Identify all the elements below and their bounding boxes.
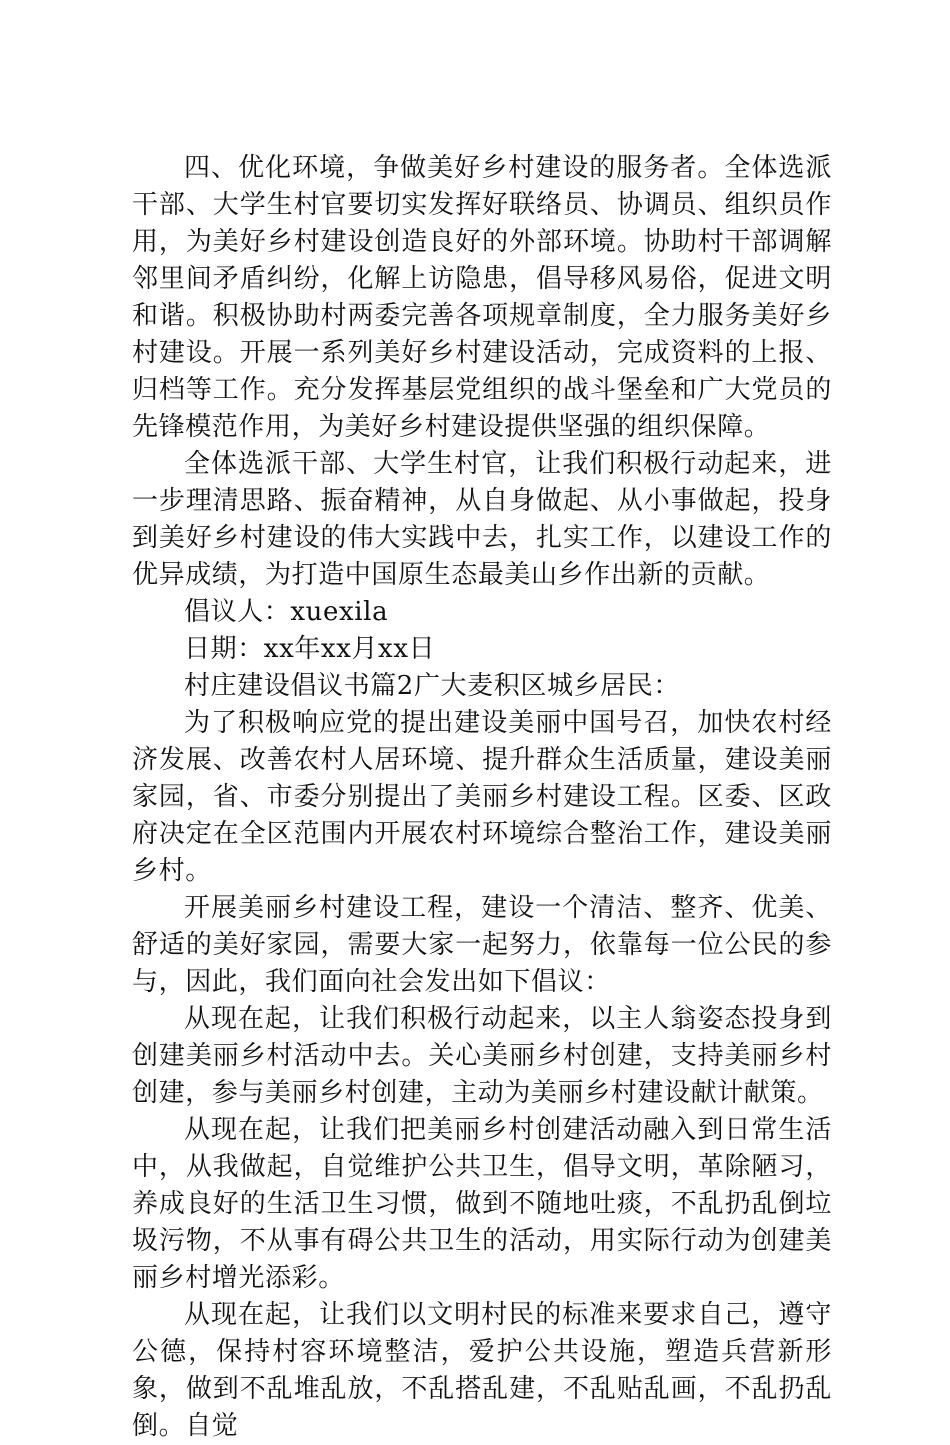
paragraph-call-to-action: 全体选派干部、大学生村官，让我们积极行动起来，进一步理清思路、振奋精神，从自身做起、从小事做起，投身到美好乡村建设的伟大实践中去，扎实工作，以建设工作的优异成绩，为打造中国原生态最美山乡作出新的贡献。 [132,449,832,590]
paragraph-from-now-1: 从现在起，让我们积极行动起来，以主人翁姿态投身到创建美丽乡村活动中去。关心美丽乡村创建，支持美丽乡村创建，参与美丽乡村创建，主动为美丽乡村建设献计献策。 [132,1004,832,1108]
document-body [132,150,832,1445]
paragraph-from-now-3: 从现在起，让我们以文明村民的标准来要求自己，遵守公德，保持村容环境整洁，爱护公共设施，塑造兵营新形象，做到不乱堆乱放，不乱搭乱建，不乱贴乱画，不乱扔乱倒。自觉 [132,1300,832,1441]
paragraph-respond-call: 为了积极响应党的提出建设美丽中国号召，加快农村经济发展、改善农村人居环境、提升群众生活质量，建设美丽家园，省、市委分别提出了美丽乡村建设工程。区委、区政府决定在全区范围内开展农村环境综合整治工作，建设美丽乡村。 [132,708,832,886]
initiator-line: 倡议人：xuexila [184,597,389,627]
paragraph-from-now-2: 从现在起，让我们把美丽乡村创建活动融入到日常生活中，从我做起，自觉维护公共卫生，倡导文明，革除陋习，养成良好的生活卫生习惯，做到不随地吐痰，不乱扔乱倒垃圾污物，不从事有碍公共卫生的活动，用实际行动为创建美丽乡村增光添彩。 [132,1115,832,1293]
paragraph-project-intro: 开展美丽乡村建设工程，建设一个清洁、整齐、优美、舒适的美好家园，需要大家一起努力，依靠每一位公民的参与，因此，我们面向社会发出如下倡议： [132,893,832,997]
date-line: 日期：xx年xx月xx日 [184,634,436,664]
paragraph-optimize-environment: 四、优化环境，争做美好乡村建设的服务者。全体选派干部、大学生村官要切实发挥好联络员、协调员、组织员作用，为美好乡村建设创造良好的外部环境。协助村干部调解邻里间矛盾纠纷，化解上访隐患，倡导移风易俗，促进文明和谐。积极协助村两委完善各项规章制度，全力服务美好乡村建设。开展一系列美好乡村建设活动，完成资料的上报、归档等工作。充分发挥基层党组织的战斗堡垒和广大党员的先锋模范作用，为美好乡村建设提供坚强的组织保障。 [132,153,832,442]
section-heading-part2: 村庄建设倡议书篇2广大麦积区城乡居民： [184,671,680,701]
